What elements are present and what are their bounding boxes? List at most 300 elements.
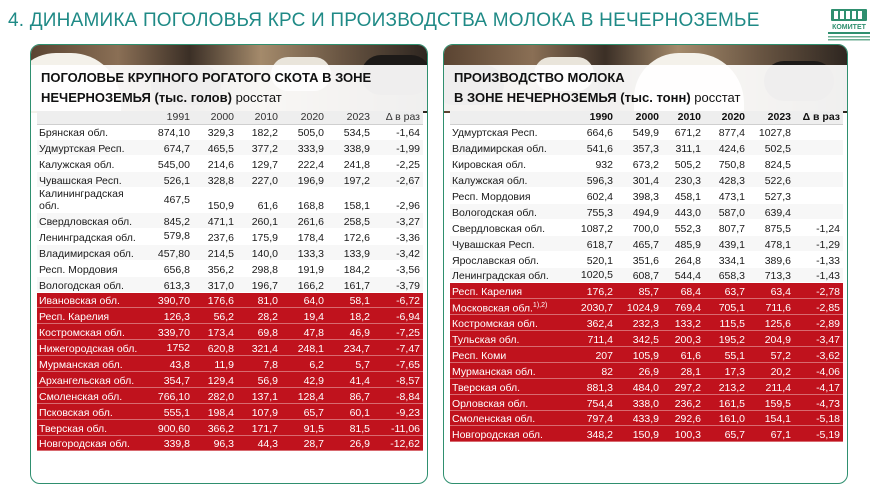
value-cell: 443,0 [662, 203, 704, 219]
region-name: Удмуртская Респ. [39, 143, 125, 156]
value-cell: 44,3 [237, 435, 281, 451]
value-cell: 354,7 [145, 371, 193, 387]
column-header: 2020 [281, 111, 327, 124]
value-cell: 1024,9 [616, 299, 662, 315]
value-cell [794, 140, 843, 156]
column-header: 2020 [704, 111, 748, 124]
region-cell [450, 315, 568, 331]
region-name: Новгородская обл. [39, 438, 130, 451]
svg-text:КОМИТЕТ: КОМИТЕТ [832, 24, 866, 31]
column-header-region [450, 111, 568, 124]
value-cell: 877,4 [704, 124, 748, 140]
value-cell: 664,6 [568, 124, 616, 140]
region-cell [37, 308, 145, 324]
region-cell [37, 228, 145, 244]
value-cell: 176,2 [568, 283, 616, 299]
table-row [450, 426, 843, 442]
value-cell: 129,4 [193, 371, 237, 387]
value-cell: 58,1 [327, 292, 373, 308]
value-cell: 150,9 [193, 188, 237, 213]
region-name: Ленинградская обл. [452, 270, 549, 283]
value-cell: 159,5 [748, 394, 794, 410]
value-cell: 674,7 [145, 140, 193, 156]
value-cell: 57,2 [748, 346, 794, 362]
value-cell: 82 [568, 362, 616, 378]
table-row [450, 156, 843, 172]
value-cell: 700,0 [616, 219, 662, 235]
value-cell: 67,1 [748, 426, 794, 442]
value-cell: 292,6 [662, 410, 704, 426]
region-cell [450, 140, 568, 156]
value-cell: 433,9 [616, 410, 662, 426]
committee-logo-icon [825, 8, 873, 44]
value-cell: 527,3 [748, 188, 794, 204]
region-name: Псковская обл. [39, 406, 113, 419]
table-row [37, 324, 423, 340]
value-cell: 602,4 [568, 188, 616, 204]
value-cell: 261,6 [281, 213, 327, 229]
region-cell [37, 292, 145, 308]
value-cell: 178,4 [281, 228, 327, 244]
table-row [37, 292, 423, 308]
region-cell [450, 267, 568, 283]
value-cell: 60,1 [327, 403, 373, 419]
region-name: Ивановская обл. [39, 295, 120, 308]
value-cell: 81,5 [327, 419, 373, 435]
table-row [37, 340, 423, 356]
value-cell: 467,5 [145, 188, 193, 213]
cattle-table [37, 111, 423, 451]
value-cell: 673,2 [616, 156, 662, 172]
value-cell: -2,85 [794, 299, 843, 315]
region-name: Свердловская обл. [452, 222, 546, 235]
column-header: 2000 [193, 111, 237, 124]
value-cell: 1027,8 [748, 124, 794, 140]
value-cell [794, 172, 843, 188]
value-cell: 128,4 [281, 387, 327, 403]
region-name: Калужская обл. [452, 175, 528, 188]
value-cell: 133,9 [327, 244, 373, 260]
value-cell: 105,9 [616, 346, 662, 362]
value-cell: 339,8 [145, 435, 193, 451]
region-name: Вологодская обл. [39, 279, 124, 292]
value-cell: 351,6 [616, 251, 662, 267]
value-cell: 11,9 [193, 356, 237, 372]
region-cell [450, 410, 568, 426]
value-cell: 204,9 [748, 331, 794, 347]
value-cell: -3,79 [373, 276, 423, 292]
slide-title: 4. ДИНАМИКА ПОГОЛОВЬЯ КРС И ПРОИЗВОДСТВА МОЛОКА В НЕЧЕРНОЗЕМЬЕ [8, 10, 760, 31]
value-cell: 494,9 [616, 203, 662, 219]
value-cell: 338,9 [327, 140, 373, 156]
region-cell [37, 156, 145, 172]
value-cell: 158,1 [327, 188, 373, 213]
value-cell: 61,6 [662, 346, 704, 362]
value-cell [794, 188, 843, 204]
value-cell: 671,2 [662, 124, 704, 140]
value-cell: 618,7 [568, 235, 616, 251]
value-cell: 526,1 [145, 172, 193, 188]
value-cell: 505,2 [662, 156, 704, 172]
table-row [37, 308, 423, 324]
value-cell: 107,9 [237, 403, 281, 419]
region-cell [37, 371, 145, 387]
column-header: Δ в раз [373, 111, 423, 124]
region-cell [450, 426, 568, 442]
region-cell [450, 283, 568, 299]
value-cell: 1020,5 [568, 267, 616, 283]
value-cell: 544,4 [662, 267, 704, 283]
value-cell: 26,9 [327, 435, 373, 451]
value-cell: 502,5 [748, 140, 794, 156]
table-row [37, 156, 423, 172]
table-row [450, 346, 843, 362]
table-row [450, 315, 843, 331]
value-cell: 705,1 [704, 299, 748, 315]
value-cell: 69,8 [237, 324, 281, 340]
region-cell [450, 203, 568, 219]
value-cell: -3,56 [373, 260, 423, 276]
value-cell: -1,43 [794, 267, 843, 283]
value-cell: 17,3 [704, 362, 748, 378]
region-cell [37, 403, 145, 419]
value-cell: 161,0 [704, 410, 748, 426]
value-cell: 900,60 [145, 419, 193, 435]
value-cell [794, 203, 843, 219]
value-cell: 63,4 [748, 283, 794, 299]
value-cell: 465,5 [193, 140, 237, 156]
column-header: 2010 [662, 111, 704, 124]
value-cell: 333,9 [281, 140, 327, 156]
value-cell: -5,19 [794, 426, 843, 442]
table-row [450, 299, 843, 315]
value-cell: 328,8 [193, 172, 237, 188]
value-cell: 298,8 [237, 260, 281, 276]
region-cell [450, 251, 568, 267]
value-cell: 129,7 [237, 156, 281, 172]
region-name: Смоленская обл. [39, 390, 123, 403]
value-cell: 63,7 [704, 283, 748, 299]
value-cell: 881,3 [568, 378, 616, 394]
region-name: Костромская обл. [452, 318, 538, 331]
value-cell: 196,9 [281, 172, 327, 188]
value-cell: 173,4 [193, 324, 237, 340]
value-cell: 260,1 [237, 213, 281, 229]
table-row [37, 228, 423, 244]
table-row [450, 378, 843, 394]
column-header: 2000 [616, 111, 662, 124]
value-cell: 154,1 [748, 410, 794, 426]
value-cell: 214,5 [193, 244, 237, 260]
region-name: Респ. Коми [452, 349, 507, 362]
region-cell [37, 387, 145, 403]
value-cell: 348,2 [568, 426, 616, 442]
region-cell [37, 140, 145, 156]
value-cell: 161,5 [704, 394, 748, 410]
value-cell: 713,3 [748, 267, 794, 283]
value-cell: -3,27 [373, 213, 423, 229]
value-cell: -8,57 [373, 371, 423, 387]
value-cell: 311,1 [662, 140, 704, 156]
region-cell [450, 362, 568, 378]
region-cell [37, 340, 145, 356]
value-cell: 18,2 [327, 308, 373, 324]
region-cell [450, 156, 568, 172]
value-cell: 184,2 [327, 260, 373, 276]
value-cell: 20,2 [748, 362, 794, 378]
value-cell: 338,0 [616, 394, 662, 410]
table-row [37, 172, 423, 188]
table-row [37, 403, 423, 419]
region-name: Мурманская обл. [452, 365, 536, 378]
value-cell: -7,47 [373, 340, 423, 356]
region-name: Вологодская обл. [452, 206, 537, 219]
region-cell [450, 394, 568, 410]
value-cell: 797,4 [568, 410, 616, 426]
value-cell: 282,0 [193, 387, 237, 403]
region-name: Владимирская обл. [39, 247, 134, 260]
region-name: Архангельская обл. [39, 374, 135, 387]
region-cell [450, 299, 568, 315]
value-cell: 55,1 [704, 346, 748, 362]
value-cell: 389,6 [748, 251, 794, 267]
value-cell: 932 [568, 156, 616, 172]
region-name: Тульская обл. [452, 333, 520, 346]
region-cell [37, 244, 145, 260]
value-cell: 26,9 [616, 362, 662, 378]
value-cell: 366,2 [193, 419, 237, 435]
value-cell: 377,2 [237, 140, 281, 156]
table-row [450, 283, 843, 299]
value-cell: 150,9 [616, 426, 662, 442]
value-cell: 579,8 [145, 228, 193, 244]
value-cell: -12,62 [373, 435, 423, 451]
value-cell: 534,5 [327, 124, 373, 140]
table-row [450, 124, 843, 140]
value-cell: 1752 [145, 340, 193, 356]
region-name: Владимирская обл. [452, 143, 547, 156]
value-cell: 505,0 [281, 124, 327, 140]
value-cell: 86,7 [327, 387, 373, 403]
value-cell: 172,6 [327, 228, 373, 244]
milk-panel-title: ПРОИЗВОДСТВО МОЛОКА В ЗОНЕ НЕЧЕРНОЗЕМЬЯ (тыс. тонн) росстат [444, 65, 847, 111]
value-cell: 56,2 [193, 308, 237, 324]
table-row [450, 219, 843, 235]
column-header-region [37, 111, 145, 124]
region-name: Костромская обл. [39, 327, 125, 340]
region-cell [37, 356, 145, 372]
cattle-panel-title: ПОГОЛОВЬЕ КРУПНОГО РОГАТОГО СКОТА В ЗОНЕ НЕЧЕРНОЗЕМЬЯ (тыс. голов) росстат [31, 65, 427, 111]
value-cell: -6,72 [373, 292, 423, 308]
value-cell: -9,23 [373, 403, 423, 419]
region-name: Тверская обл. [39, 422, 108, 435]
table-row [37, 244, 423, 260]
value-cell: 28,1 [662, 362, 704, 378]
region-cell [37, 213, 145, 229]
value-cell: -1,64 [373, 124, 423, 140]
value-cell: -8,84 [373, 387, 423, 403]
value-cell: 43,8 [145, 356, 193, 372]
value-cell: 28,2 [237, 308, 281, 324]
value-cell: 608,7 [616, 267, 662, 283]
region-name: Московская обл. [452, 302, 533, 315]
value-cell: 19,4 [281, 308, 327, 324]
column-header: Δ в раз [794, 111, 843, 124]
column-header: 1990 [568, 111, 616, 124]
value-cell: 439,1 [704, 235, 748, 251]
value-cell: 424,6 [704, 140, 748, 156]
value-cell: -2,96 [373, 188, 423, 213]
value-cell: 222,4 [281, 156, 327, 172]
value-cell: 356,2 [193, 260, 237, 276]
table-row [37, 419, 423, 435]
region-name: Чувашская Респ. [452, 238, 535, 251]
value-cell: 81,0 [237, 292, 281, 308]
value-cell: 230,3 [662, 172, 704, 188]
value-cell: 769,4 [662, 299, 704, 315]
table-row [450, 140, 843, 156]
value-cell: -4,06 [794, 362, 843, 378]
value-cell: 214,6 [193, 156, 237, 172]
region-cell [450, 188, 568, 204]
value-cell: 115,5 [704, 315, 748, 331]
value-cell: 545,00 [145, 156, 193, 172]
region-name: Калужская обл. [39, 159, 115, 172]
value-cell: 357,3 [616, 140, 662, 156]
value-cell: 197,2 [327, 172, 373, 188]
value-cell: 182,2 [237, 124, 281, 140]
value-cell: 176,6 [193, 292, 237, 308]
value-cell: 68,4 [662, 283, 704, 299]
value-cell: -2,89 [794, 315, 843, 331]
value-cell: 236,2 [662, 394, 704, 410]
region-name: Респ. Карелия [39, 311, 110, 324]
value-cell: 168,8 [281, 188, 327, 213]
value-cell: 133,2 [662, 315, 704, 331]
value-cell: 166,2 [281, 276, 327, 292]
region-name: Ярославская обл. [452, 254, 539, 267]
value-cell: 171,7 [237, 419, 281, 435]
value-cell: 198,4 [193, 403, 237, 419]
milk-table [450, 111, 843, 442]
value-cell: 175,9 [237, 228, 281, 244]
region-name: Смоленская обл. [452, 413, 536, 426]
value-cell: 6,2 [281, 356, 327, 372]
region-cell [37, 124, 145, 140]
region-name: Чувашская Респ. [39, 175, 122, 188]
table-row [37, 435, 423, 451]
value-cell: 656,8 [145, 260, 193, 276]
table-row [37, 213, 423, 229]
value-cell: 211,4 [748, 378, 794, 394]
value-cell: 711,4 [568, 331, 616, 347]
value-cell: -7,65 [373, 356, 423, 372]
value-cell: 755,3 [568, 203, 616, 219]
value-cell: 237,6 [193, 228, 237, 244]
value-cell: 457,80 [145, 244, 193, 260]
column-header: 1991 [145, 111, 193, 124]
value-cell: 258,5 [327, 213, 373, 229]
value-cell: -4,73 [794, 394, 843, 410]
value-cell: -5,18 [794, 410, 843, 426]
table-row [37, 124, 423, 140]
value-cell: 334,1 [704, 251, 748, 267]
value-cell: 522,6 [748, 172, 794, 188]
table-row [450, 410, 843, 426]
value-cell: 46,9 [327, 324, 373, 340]
value-cell: -1,24 [794, 219, 843, 235]
value-cell: -3,62 [794, 346, 843, 362]
value-cell: 875,5 [748, 219, 794, 235]
table-row [450, 188, 843, 204]
region-cell [37, 260, 145, 276]
value-cell: -3,36 [373, 228, 423, 244]
region-name: Новгородская обл. [452, 429, 543, 442]
value-cell: 133,3 [281, 244, 327, 260]
table-row [450, 235, 843, 251]
table-row [37, 140, 423, 156]
region-cell [450, 124, 568, 140]
value-cell: 85,7 [616, 283, 662, 299]
value-cell: 213,2 [704, 378, 748, 394]
column-header: 2010 [237, 111, 281, 124]
value-cell: 390,70 [145, 292, 193, 308]
region-name: Калининградская обл. [39, 188, 124, 213]
table-row [37, 356, 423, 372]
value-cell: 711,6 [748, 299, 794, 315]
region-name: Орловская обл. [452, 397, 529, 410]
value-cell: 64,0 [281, 292, 327, 308]
table-row [450, 203, 843, 219]
value-cell: 1087,2 [568, 219, 616, 235]
value-cell: 195,2 [704, 331, 748, 347]
value-cell: 458,1 [662, 188, 704, 204]
value-cell: 301,4 [616, 172, 662, 188]
value-cell: -1,29 [794, 235, 843, 251]
region-name: Тверская обл. [452, 381, 521, 394]
value-cell: 191,9 [281, 260, 327, 276]
value-cell: 200,3 [662, 331, 704, 347]
value-cell: 754,4 [568, 394, 616, 410]
value-cell: -2,67 [373, 172, 423, 188]
value-cell: -7,25 [373, 324, 423, 340]
value-cell: 555,1 [145, 403, 193, 419]
value-cell: -3,47 [794, 331, 843, 347]
value-cell: 41,4 [327, 371, 373, 387]
value-cell: 428,3 [704, 172, 748, 188]
region-name: Брянская обл. [39, 127, 109, 140]
value-cell: 398,3 [616, 188, 662, 204]
value-cell: 126,3 [145, 308, 193, 324]
value-cell: 549,9 [616, 124, 662, 140]
value-cell: 91,5 [281, 419, 327, 435]
value-cell: 339,70 [145, 324, 193, 340]
region-cell [450, 235, 568, 251]
value-cell: 473,1 [704, 188, 748, 204]
value-cell: 874,10 [145, 124, 193, 140]
value-cell: 234,7 [327, 340, 373, 356]
value-cell [794, 156, 843, 172]
value-cell: -6,94 [373, 308, 423, 324]
cattle-panel [30, 44, 428, 484]
value-cell: 125,6 [748, 315, 794, 331]
column-header: 2023 [748, 111, 794, 124]
region-cell [37, 172, 145, 188]
region-cell [450, 346, 568, 362]
value-cell: 196,7 [237, 276, 281, 292]
footnote-mark: 1),2) [532, 301, 548, 309]
region-name: Респ. Карелия [452, 286, 523, 299]
